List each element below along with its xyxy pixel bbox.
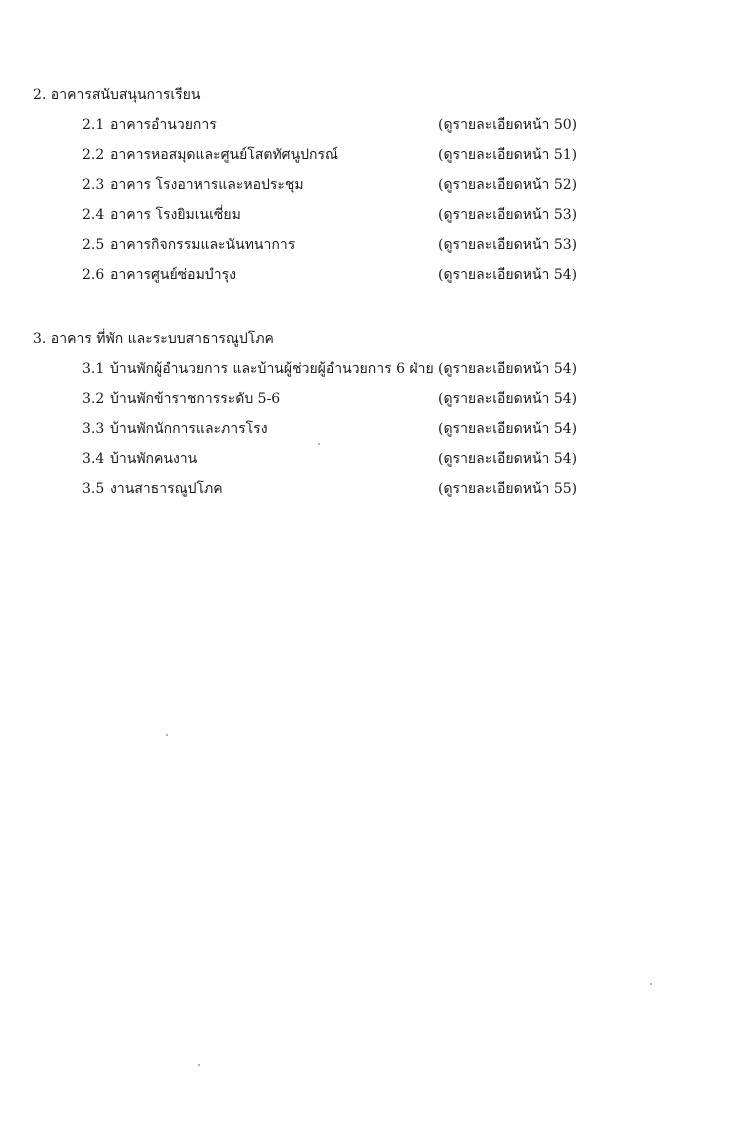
item-page-reference: (ดูรายละเอียดหน้า 51) [438,147,578,163]
item-label: อาคารศูนย์ซ่อมบำรุง [110,267,236,283]
item-page-reference: (ดูรายละเอียดหน้า 55) [438,481,578,497]
item-number: 2.1 [82,117,105,133]
item-label: บ้านพักนักการและภารโรง [110,421,268,437]
item-number: 2.2 [82,147,105,163]
section-heading: 3. อาคาร ที่พัก และระบบสาธารณูปโภค [33,331,274,347]
item-page-reference: (ดูรายละเอียดหน้า 50) [438,117,578,133]
item-page-reference: (ดูรายละเอียดหน้า 54) [438,267,578,283]
list-item [0,358,733,380]
list-item [0,174,733,196]
item-number: 2.3 [82,177,105,193]
item-label: อาคารหอสมุดและศูนย์โสตทัศนูปกรณ์ [110,147,339,163]
list-item [0,448,733,470]
item-page-reference: (ดูรายละเอียดหน้า 53) [438,237,578,253]
list-item [0,264,733,286]
item-number: 3.2 [82,391,105,407]
list-item [0,234,733,256]
item-label: อาคาร โรงอาหารและหอประชุม [110,177,304,193]
item-label: อาคาร โรงยิมเนเซี่ยม [110,207,241,223]
item-page-reference: (ดูรายละเอียดหน้า 54) [438,391,578,407]
item-number: 2.5 [82,237,105,253]
scan-speck [198,1064,200,1066]
item-number: 3.5 [82,481,105,497]
scan-speck [166,734,168,736]
scan-speck [318,443,320,445]
item-number: 2.4 [82,207,105,223]
item-label: บ้านพักคนงาน [110,451,198,467]
item-number: 2.6 [82,267,105,283]
list-item [0,388,733,410]
list-item [0,114,733,136]
list-item [0,144,733,166]
item-number: 3.1 [82,361,105,377]
item-page-reference: (ดูรายละเอียดหน้า 53) [438,207,578,223]
scan-speck [650,983,652,985]
item-number: 3.3 [82,421,105,437]
section-heading: 2. อาคารสนับสนุนการเรียน [33,87,201,103]
list-item [0,478,733,500]
list-item [0,418,733,440]
item-label: อาคารกิจกรรมและนันทนาการ [110,237,296,253]
item-label: บ้านพักผู้อำนวยการ และบ้านผู้ช่วยผู้อำนวยการ 6 ฝ่าย [110,361,434,377]
item-page-reference: (ดูรายละเอียดหน้า 52) [438,177,578,193]
item-page-reference: (ดูรายละเอียดหน้า 54) [438,421,578,437]
item-page-reference: (ดูรายละเอียดหน้า 54) [438,451,578,467]
item-label: อาคารอำนวยการ [110,117,217,133]
item-number: 3.4 [82,451,105,467]
item-label: บ้านพักข้าราชการระดับ 5-6 [110,391,281,407]
item-page-reference: (ดูรายละเอียดหน้า 54) [438,361,578,377]
item-label: งานสาธารณูปโภค [110,481,223,497]
list-item [0,204,733,226]
